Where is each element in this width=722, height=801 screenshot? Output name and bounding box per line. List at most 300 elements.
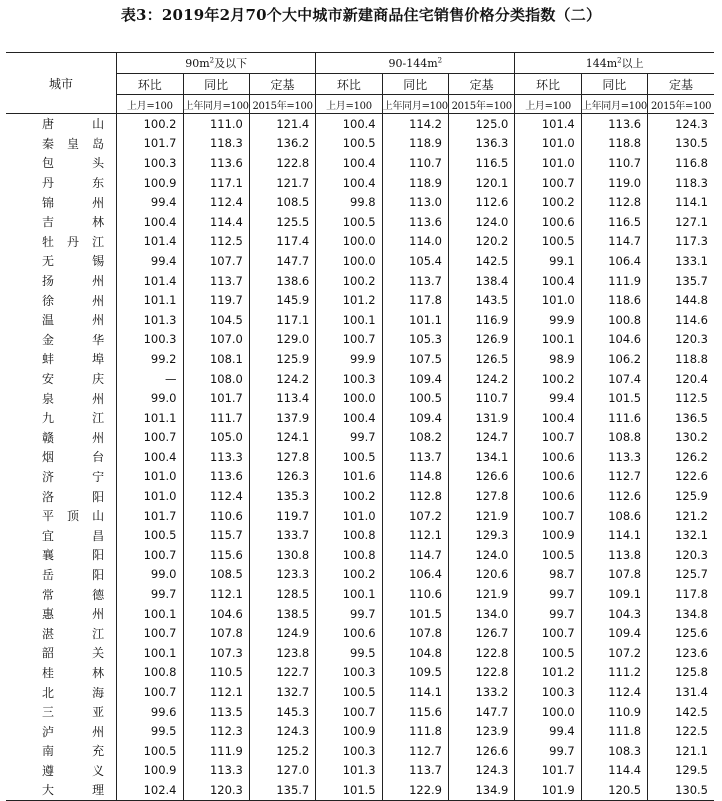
index-value: 106.4	[382, 565, 448, 585]
index-value: 110.9	[581, 702, 647, 722]
index-value: 118.9	[382, 134, 448, 154]
sub-header-yoy: 同比	[382, 74, 448, 95]
index-value: 124.0	[449, 212, 515, 232]
base-label-mom: 上月=100	[515, 95, 581, 114]
index-value: 116.5	[449, 153, 515, 173]
index-value: 99.7	[316, 428, 382, 448]
index-value: 113.5	[183, 702, 249, 722]
city-name: 遵义	[6, 761, 117, 781]
index-value: 111.7	[183, 408, 249, 428]
index-value: 112.7	[382, 741, 448, 761]
index-value: 122.8	[449, 643, 515, 663]
index-value: 122.9	[382, 780, 448, 800]
index-value: 99.9	[316, 349, 382, 369]
index-value: 101.1	[117, 408, 183, 428]
index-value: 111.9	[183, 741, 249, 761]
index-value: 112.1	[382, 525, 448, 545]
table-row	[6, 447, 714, 467]
group-label-suffix: 以上	[621, 57, 644, 70]
index-value: 114.2	[382, 114, 448, 134]
index-value: 126.2	[648, 447, 714, 467]
city-name: 丹东	[6, 173, 117, 193]
index-value: 100.6	[515, 486, 581, 506]
table-row	[6, 506, 714, 526]
index-value: 114.0	[382, 232, 448, 252]
index-value: 99.9	[515, 310, 581, 330]
table-row	[6, 663, 714, 683]
index-value: 100.2	[316, 565, 382, 585]
index-value: 106.4	[581, 251, 647, 271]
index-value: 124.9	[249, 623, 315, 643]
city-name: 赣州	[6, 428, 117, 448]
index-value: 104.3	[581, 604, 647, 624]
index-value: 124.3	[449, 761, 515, 781]
index-value: 100.7	[117, 428, 183, 448]
city-name: 扬州	[6, 271, 117, 291]
index-value: 99.1	[515, 251, 581, 271]
index-value: 112.4	[183, 486, 249, 506]
index-value: 100.1	[117, 604, 183, 624]
index-value: 100.5	[515, 643, 581, 663]
index-value: 104.5	[183, 310, 249, 330]
table-row	[6, 173, 714, 193]
table-row	[6, 408, 714, 428]
index-value: 100.8	[316, 545, 382, 565]
index-value: 114.6	[648, 310, 714, 330]
index-value: 130.8	[249, 545, 315, 565]
base-label-yoy: 上年同月=100	[382, 95, 448, 114]
index-value: 105.4	[382, 251, 448, 271]
index-value: 100.2	[117, 114, 183, 134]
price-index-table	[6, 52, 714, 801]
city-name: 锦州	[6, 192, 117, 212]
index-value: 108.6	[581, 506, 647, 526]
index-value: 100.7	[117, 682, 183, 702]
index-value: 99.8	[316, 192, 382, 212]
city-name: 大理	[6, 780, 117, 800]
index-value: 107.2	[581, 643, 647, 663]
index-value: 122.8	[249, 153, 315, 173]
group-label-suffix: 及以下	[214, 57, 248, 70]
index-value: 111.8	[581, 721, 647, 741]
index-value: 132.7	[249, 682, 315, 702]
index-value: 99.7	[515, 584, 581, 604]
index-value: 100.9	[515, 525, 581, 545]
table-row	[6, 232, 714, 252]
index-value: 118.8	[648, 349, 714, 369]
index-value: 109.4	[581, 623, 647, 643]
index-value: 124.3	[249, 721, 315, 741]
index-value: 113.6	[382, 212, 448, 232]
index-value: 122.5	[648, 721, 714, 741]
city-name: 北海	[6, 682, 117, 702]
index-value: 99.4	[515, 388, 581, 408]
city-name: 泸州	[6, 721, 117, 741]
index-value: 138.6	[249, 271, 315, 291]
index-value: 126.5	[449, 349, 515, 369]
table-row	[6, 388, 714, 408]
index-value: 121.7	[249, 173, 315, 193]
city-name: 岳阳	[6, 565, 117, 585]
group-label: 90m	[185, 57, 210, 70]
index-value: 100.3	[117, 153, 183, 173]
index-value: 101.3	[117, 310, 183, 330]
index-value: 115.7	[183, 525, 249, 545]
index-value: 100.9	[117, 761, 183, 781]
index-value: 111.2	[581, 663, 647, 683]
index-value: 120.6	[449, 565, 515, 585]
index-value: 101.0	[316, 506, 382, 526]
city-name: 秦皇岛	[6, 134, 117, 154]
city-name: 襄阳	[6, 545, 117, 565]
index-value: 114.4	[581, 761, 647, 781]
index-value: 129.3	[449, 525, 515, 545]
index-value: 125.0	[449, 114, 515, 134]
index-value: 101.0	[117, 486, 183, 506]
index-value: 100.2	[316, 486, 382, 506]
index-value: 107.8	[183, 623, 249, 643]
index-value: 112.1	[183, 584, 249, 604]
index-value: 112.1	[183, 682, 249, 702]
index-value: 117.1	[249, 310, 315, 330]
index-value: 101.0	[515, 153, 581, 173]
index-value: 124.3	[648, 114, 714, 134]
index-value: 108.0	[183, 369, 249, 389]
index-value: 112.6	[449, 192, 515, 212]
index-value: 118.8	[581, 134, 647, 154]
index-value: 101.5	[581, 388, 647, 408]
index-value: 100.0	[515, 702, 581, 722]
index-value: 118.3	[183, 134, 249, 154]
index-value: 136.2	[249, 134, 315, 154]
index-value: 135.7	[249, 780, 315, 800]
index-value: 109.5	[382, 663, 448, 683]
index-value: 100.5	[316, 212, 382, 232]
index-value: 107.3	[183, 643, 249, 663]
index-value: 132.1	[648, 525, 714, 545]
index-value: 100.4	[316, 114, 382, 134]
city-name: 无锡	[6, 251, 117, 271]
index-value: 100.7	[316, 330, 382, 350]
index-value: 118.9	[382, 173, 448, 193]
index-value: 112.4	[183, 192, 249, 212]
index-value: 145.3	[249, 702, 315, 722]
table-row	[6, 290, 714, 310]
index-value: 124.1	[249, 428, 315, 448]
index-value: 133.7	[249, 525, 315, 545]
index-value: 104.6	[581, 330, 647, 350]
index-value: 125.9	[249, 349, 315, 369]
index-value: 126.3	[249, 467, 315, 487]
city-name: 牡丹江	[6, 232, 117, 252]
superscript: 2	[617, 56, 622, 65]
index-value: 134.9	[449, 780, 515, 800]
index-value: 115.6	[382, 702, 448, 722]
index-value: 101.7	[117, 506, 183, 526]
index-value: 100.0	[316, 251, 382, 271]
index-value: 126.9	[449, 330, 515, 350]
index-value: 129.5	[648, 761, 714, 781]
sub-header-yoy: 同比	[581, 74, 647, 95]
index-value: 111.9	[581, 271, 647, 291]
index-value: 118.6	[581, 290, 647, 310]
index-value: 100.3	[316, 369, 382, 389]
index-value: 101.4	[117, 232, 183, 252]
sub-header-mom: 环比	[316, 74, 382, 95]
index-value: 101.0	[515, 134, 581, 154]
sub-header-mom: 环比	[117, 74, 183, 95]
index-value: 125.5	[249, 212, 315, 232]
index-value: 114.4	[183, 212, 249, 232]
city-name: 蚌埠	[6, 349, 117, 369]
index-value: 133.2	[449, 682, 515, 702]
index-value: 112.7	[581, 467, 647, 487]
index-value: 116.5	[581, 212, 647, 232]
index-value: 114.8	[382, 467, 448, 487]
table-row	[6, 153, 714, 173]
index-value: 126.6	[449, 467, 515, 487]
index-value: 131.9	[449, 408, 515, 428]
city-column-header: 城市	[6, 53, 117, 114]
index-value: 108.5	[183, 565, 249, 585]
index-value: 107.4	[581, 369, 647, 389]
index-value: 99.7	[515, 604, 581, 624]
index-value: 104.6	[183, 604, 249, 624]
base-label-fixed: 2015年=100	[648, 95, 714, 114]
index-value: 127.8	[249, 447, 315, 467]
index-value: 100.0	[316, 388, 382, 408]
index-value: 99.5	[316, 643, 382, 663]
table-row	[6, 604, 714, 624]
index-value: 101.0	[117, 467, 183, 487]
index-value: 108.8	[581, 428, 647, 448]
index-value: 119.0	[581, 173, 647, 193]
index-value: 118.3	[648, 173, 714, 193]
index-value: 138.5	[249, 604, 315, 624]
index-value: 100.0	[316, 232, 382, 252]
index-value: 112.5	[648, 388, 714, 408]
index-value: 100.3	[316, 663, 382, 683]
index-value: 99.0	[117, 388, 183, 408]
index-value: 107.8	[581, 565, 647, 585]
index-value: 100.8	[316, 525, 382, 545]
table-row	[6, 525, 714, 545]
index-value: 109.1	[581, 584, 647, 604]
base-label-yoy: 上年同月=100	[183, 95, 249, 114]
index-value: 110.6	[382, 584, 448, 604]
table-body	[6, 114, 714, 801]
index-value: 121.1	[648, 741, 714, 761]
base-label-yoy: 上年同月=100	[581, 95, 647, 114]
city-name: 烟台	[6, 447, 117, 467]
index-value: 113.7	[382, 447, 448, 467]
index-value: 122.6	[648, 467, 714, 487]
index-value: 127.8	[449, 486, 515, 506]
index-value: 143.5	[449, 290, 515, 310]
index-value: 100.8	[117, 663, 183, 683]
index-value: 99.5	[117, 721, 183, 741]
index-value: 125.7	[648, 565, 714, 585]
index-value: 101.1	[117, 290, 183, 310]
index-value: 125.6	[648, 623, 714, 643]
index-value: 123.6	[648, 643, 714, 663]
index-value: 135.3	[249, 486, 315, 506]
table-row	[6, 565, 714, 585]
index-value: 101.7	[117, 134, 183, 154]
table-row	[6, 212, 714, 232]
index-value: 137.9	[249, 408, 315, 428]
index-value: 101.2	[515, 663, 581, 683]
index-value: 100.4	[316, 153, 382, 173]
index-value: 101.3	[316, 761, 382, 781]
index-value: 100.7	[515, 623, 581, 643]
city-name: 吉林	[6, 212, 117, 232]
index-value: 100.7	[316, 702, 382, 722]
index-value: 100.4	[515, 271, 581, 291]
city-name: 九江	[6, 408, 117, 428]
index-value: 100.8	[581, 310, 647, 330]
index-value: 100.5	[316, 682, 382, 702]
index-value: 147.7	[249, 251, 315, 271]
index-value: 123.3	[249, 565, 315, 585]
index-value: 100.4	[316, 408, 382, 428]
table-row	[6, 349, 714, 369]
index-value: 100.6	[515, 467, 581, 487]
index-value: 100.4	[515, 408, 581, 428]
table-row	[6, 251, 714, 271]
index-value: 114.1	[382, 682, 448, 702]
index-value: 136.5	[648, 408, 714, 428]
index-value: 107.7	[183, 251, 249, 271]
index-value: 136.3	[449, 134, 515, 154]
index-value: 100.3	[316, 741, 382, 761]
table-row	[6, 584, 714, 604]
index-value: 135.7	[648, 271, 714, 291]
index-value: 126.6	[449, 741, 515, 761]
index-value: 111.8	[382, 721, 448, 741]
index-value: 120.4	[648, 369, 714, 389]
index-value: 121.2	[648, 506, 714, 526]
index-value: 101.5	[316, 780, 382, 800]
index-value: 101.9	[515, 780, 581, 800]
city-name: 惠州	[6, 604, 117, 624]
index-value: 100.1	[515, 330, 581, 350]
index-value: 100.1	[316, 310, 382, 330]
index-value: 100.5	[117, 525, 183, 545]
index-value: 130.5	[648, 134, 714, 154]
index-value: 123.9	[449, 721, 515, 741]
index-value: 113.7	[382, 761, 448, 781]
index-value: 110.6	[183, 506, 249, 526]
table-row	[6, 702, 714, 722]
index-value: 105.0	[183, 428, 249, 448]
index-value: 124.2	[249, 369, 315, 389]
table-row	[6, 271, 714, 291]
index-value: 100.5	[316, 134, 382, 154]
table-row	[6, 428, 714, 448]
index-value: 112.8	[581, 192, 647, 212]
index-value: 100.5	[382, 388, 448, 408]
index-value: 99.4	[117, 251, 183, 271]
index-value: 110.7	[581, 153, 647, 173]
table-row	[6, 682, 714, 702]
index-value: 100.6	[515, 447, 581, 467]
table-row	[6, 310, 714, 330]
index-value: 101.0	[515, 290, 581, 310]
city-name: 常德	[6, 584, 117, 604]
table-row	[6, 369, 714, 389]
index-value: 114.1	[648, 192, 714, 212]
index-value: 108.2	[382, 428, 448, 448]
index-value: 113.7	[382, 271, 448, 291]
table-row	[6, 545, 714, 565]
index-value: 100.7	[515, 173, 581, 193]
index-value: 145.9	[249, 290, 315, 310]
table-row	[6, 741, 714, 761]
index-value: 125.8	[648, 663, 714, 683]
index-value: 113.6	[183, 467, 249, 487]
index-value: 134.1	[449, 447, 515, 467]
table-header	[6, 53, 714, 114]
index-value: 114.7	[581, 232, 647, 252]
index-value: 112.5	[183, 232, 249, 252]
table-row	[6, 780, 714, 800]
index-value: 100.4	[117, 447, 183, 467]
index-value: 112.3	[183, 721, 249, 741]
index-value: 126.7	[449, 623, 515, 643]
index-value: 120.2	[449, 232, 515, 252]
base-label-fixed: 2015年=100	[249, 95, 315, 114]
page-title: 表3：2019年2月70个大中城市新建商品住宅销售价格分类指数（二）	[120, 6, 602, 24]
table-row	[6, 643, 714, 663]
superscript: 2	[437, 55, 443, 64]
index-value: 121.9	[449, 506, 515, 526]
index-value: 112.6	[581, 486, 647, 506]
group-header-small	[117, 53, 316, 74]
index-value: 112.4	[581, 682, 647, 702]
index-value: 99.4	[515, 721, 581, 741]
index-value: 110.7	[382, 153, 448, 173]
index-value: 100.4	[316, 173, 382, 193]
index-value: 100.1	[117, 643, 183, 663]
index-value: 100.9	[316, 721, 382, 741]
index-value: 99.6	[117, 702, 183, 722]
table-row	[6, 192, 714, 212]
index-value: 120.3	[648, 545, 714, 565]
index-value: 108.1	[183, 349, 249, 369]
index-value: 102.4	[117, 780, 183, 800]
index-value: 100.1	[316, 584, 382, 604]
index-value: 99.7	[117, 584, 183, 604]
index-value: 107.8	[382, 623, 448, 643]
index-value: 122.8	[449, 663, 515, 683]
base-label-mom: 上月=100	[117, 95, 183, 114]
index-value: 125.2	[249, 741, 315, 761]
index-value: 114.1	[581, 525, 647, 545]
index-value: 142.5	[449, 251, 515, 271]
city-name: 温州	[6, 310, 117, 330]
group-header-large	[515, 53, 714, 74]
index-value: 100.3	[117, 330, 183, 350]
index-value: 100.3	[515, 682, 581, 702]
index-value: 119.7	[249, 506, 315, 526]
index-value: 100.2	[515, 369, 581, 389]
index-value: 120.3	[183, 780, 249, 800]
index-value: 98.7	[515, 565, 581, 585]
index-value: 115.6	[183, 545, 249, 565]
index-value: 100.5	[117, 741, 183, 761]
group-header-medium	[316, 53, 515, 74]
